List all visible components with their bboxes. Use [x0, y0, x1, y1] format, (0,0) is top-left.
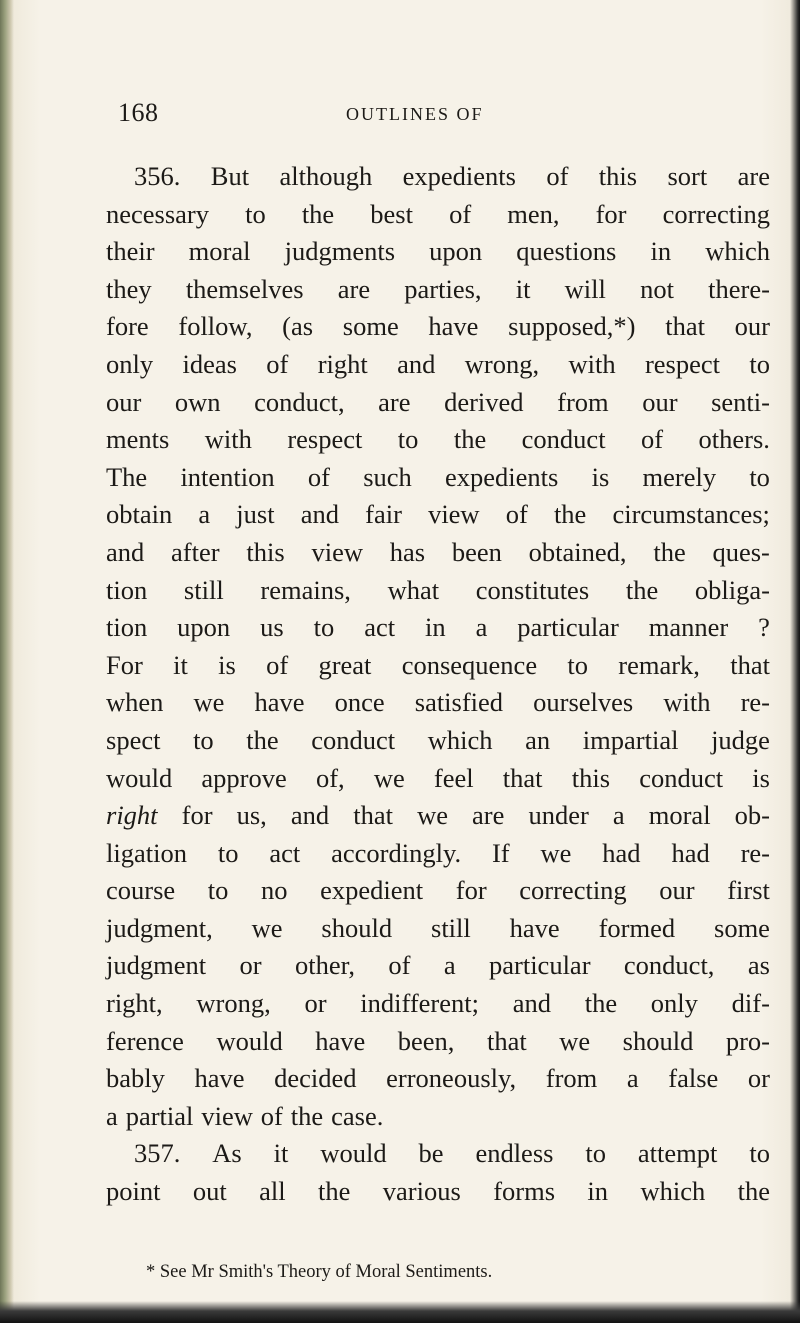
word: endless — [475, 1138, 554, 1169]
word: are — [337, 273, 371, 304]
word: we — [540, 837, 572, 868]
word: the — [553, 499, 587, 530]
word: erroneously, — [386, 1063, 517, 1094]
word: For — [106, 649, 143, 680]
word: themselves — [185, 273, 304, 304]
word: with — [204, 424, 252, 455]
text-line — [106, 158, 770, 196]
page-right-edge — [790, 0, 800, 1323]
word: of, — [315, 762, 345, 793]
word: partial — [125, 1100, 194, 1131]
word: that — [665, 311, 705, 342]
word: to — [749, 1138, 770, 1169]
word: the — [584, 988, 618, 1019]
word: the — [246, 724, 279, 755]
word: re- — [740, 687, 770, 718]
word: feel — [433, 762, 474, 793]
word: to — [749, 461, 770, 492]
word: this — [571, 762, 611, 793]
text-line — [106, 1135, 770, 1173]
text-line — [106, 271, 770, 309]
word: under — [528, 800, 589, 831]
word: As — [212, 1138, 242, 1169]
word: particular — [489, 950, 591, 981]
word: wrong, — [464, 348, 540, 379]
word: ments — [106, 424, 170, 455]
word: false — [668, 1063, 719, 1094]
word: correcting — [662, 198, 770, 229]
word: or — [747, 1063, 770, 1094]
word: case. — [331, 1100, 384, 1131]
word: sort — [667, 161, 708, 191]
word: manner — [648, 612, 729, 643]
word: a — [626, 1063, 639, 1094]
text-line — [106, 346, 770, 384]
word: constitutes — [475, 574, 590, 605]
word: a — [443, 950, 456, 981]
word: various — [382, 1176, 461, 1207]
word: to — [193, 724, 214, 755]
word: tion — [106, 612, 148, 643]
text-line — [106, 572, 770, 610]
word: their — [106, 236, 155, 267]
word: forms — [493, 1176, 556, 1207]
word: spect — [106, 724, 161, 755]
text-line — [106, 1060, 770, 1098]
text-line — [106, 910, 770, 948]
word: ? — [758, 612, 770, 643]
word: first — [727, 875, 770, 906]
word: when — [106, 687, 164, 718]
word: no — [261, 875, 288, 906]
text-line — [106, 1173, 770, 1211]
word: only — [106, 348, 154, 379]
text-line — [106, 797, 770, 835]
footnote: * See Mr Smith's Theory of Moral Sentiments. — [146, 1262, 493, 1282]
word: to — [397, 424, 419, 455]
word: ques- — [712, 536, 770, 567]
text-line — [106, 609, 770, 647]
word: has — [389, 536, 426, 567]
word: after — [171, 536, 220, 567]
word: act — [269, 837, 301, 868]
word: in — [650, 236, 672, 267]
word: conduct, — [623, 950, 715, 981]
word: a — [106, 1100, 118, 1131]
word: The — [106, 461, 148, 492]
word: judgment, — [106, 912, 213, 943]
word: and — [290, 800, 330, 831]
word: is — [218, 649, 236, 680]
word: that — [730, 649, 770, 680]
word: the — [653, 536, 686, 567]
word: dif- — [731, 988, 770, 1019]
word: have — [254, 687, 305, 718]
word: for — [181, 800, 213, 831]
word: moral — [648, 800, 711, 831]
word: necessary — [106, 198, 209, 229]
word: some — [714, 912, 770, 943]
text-line — [106, 196, 770, 234]
word: and — [397, 348, 436, 379]
word: best — [370, 198, 413, 229]
word: what — [387, 574, 440, 605]
word: conduct — [311, 724, 396, 755]
word: to — [245, 198, 266, 229]
word: the — [625, 574, 659, 605]
word: should — [622, 1025, 694, 1056]
word: out — [192, 1176, 227, 1207]
word: judge — [711, 724, 770, 755]
text-line — [106, 233, 770, 271]
word: attempt — [637, 1138, 718, 1169]
word: which — [705, 236, 770, 267]
text-line — [106, 947, 770, 985]
word: view — [428, 499, 480, 530]
word: the — [453, 424, 487, 455]
word: we — [251, 912, 283, 943]
word: right, — [106, 988, 163, 1019]
word: have — [509, 912, 560, 943]
word: it — [273, 1138, 289, 1169]
word: we — [559, 1025, 591, 1056]
word: moral — [188, 236, 251, 267]
word: But — [210, 161, 250, 191]
word: are — [737, 161, 770, 191]
word: bably — [106, 1063, 165, 1094]
word: the — [290, 1100, 324, 1131]
word: a — [475, 612, 488, 643]
word: of — [505, 499, 528, 530]
word: indifferent; — [360, 988, 479, 1019]
text-line — [106, 1023, 770, 1061]
text-line — [106, 384, 770, 422]
word: this — [598, 161, 638, 191]
word: satisfied — [414, 687, 504, 718]
word: our — [659, 875, 695, 906]
text-line — [106, 1098, 770, 1136]
word: for — [455, 875, 487, 906]
word: with — [568, 348, 616, 379]
word: and — [512, 988, 551, 1019]
word: to — [749, 348, 770, 379]
word: other, — [294, 950, 355, 981]
word: remark, — [618, 649, 700, 680]
word: fore — [106, 311, 149, 342]
word: we — [193, 687, 225, 718]
word: have — [194, 1063, 245, 1094]
word: with — [663, 687, 711, 718]
word: ideas — [182, 348, 237, 379]
word: supposed,*) — [508, 311, 636, 342]
word: from — [545, 1063, 598, 1094]
word: men, — [507, 198, 560, 229]
word: act — [364, 612, 396, 643]
word: are — [472, 800, 505, 831]
text-line — [106, 722, 770, 760]
word: our — [106, 386, 142, 417]
word: upon — [177, 612, 231, 643]
word: we — [373, 762, 405, 793]
word: right — [106, 800, 158, 831]
word: great — [318, 649, 372, 680]
word: tion — [106, 574, 148, 605]
word: just — [236, 499, 275, 530]
word: it — [173, 649, 188, 680]
word: of — [260, 1100, 283, 1131]
word: such — [363, 461, 412, 492]
word: the — [301, 198, 335, 229]
word: to — [207, 875, 229, 906]
page-bottom-edge — [0, 1301, 800, 1323]
word: be — [418, 1138, 444, 1169]
word: it — [515, 273, 531, 304]
body-text — [106, 158, 770, 1211]
word: an — [525, 724, 551, 755]
word: parties, — [404, 273, 482, 304]
word: 357. — [134, 1138, 181, 1169]
word: a — [612, 800, 625, 831]
word: not — [640, 273, 674, 304]
word: or — [239, 950, 262, 981]
word: formed — [598, 912, 676, 943]
word: our — [734, 311, 770, 342]
word: wrong, — [196, 988, 271, 1019]
word: consequence — [401, 649, 538, 680]
word: 356. — [134, 161, 181, 191]
word: upon — [429, 236, 483, 267]
word: ourselves — [533, 687, 634, 718]
word: course — [106, 875, 176, 906]
text-line — [106, 835, 770, 873]
page-number: 168 — [118, 98, 159, 127]
word: judgments — [284, 236, 396, 267]
word: still — [183, 574, 224, 605]
word: us, — [236, 800, 267, 831]
page-header — [118, 98, 718, 130]
text-line — [106, 459, 770, 497]
word: of — [307, 461, 330, 492]
word: ference — [106, 1025, 184, 1056]
word: particular — [517, 612, 619, 643]
word: from — [557, 386, 609, 417]
word: expedient — [320, 875, 424, 906]
text-line — [106, 760, 770, 798]
word: although — [279, 161, 373, 191]
word: conduct, — [254, 386, 345, 417]
running-head: OUTLINES OF — [346, 104, 484, 124]
word: pro- — [725, 1025, 770, 1056]
word: and — [106, 536, 145, 567]
word: of — [388, 950, 411, 981]
word: all — [259, 1176, 286, 1207]
word: should — [321, 912, 393, 943]
word: conduct — [521, 424, 606, 455]
word: of — [546, 161, 569, 191]
word: for — [595, 198, 627, 229]
word: of — [641, 424, 664, 455]
word: would — [320, 1138, 387, 1169]
word: obtained, — [528, 536, 627, 567]
word: of — [266, 649, 289, 680]
word: derived — [444, 386, 524, 417]
word: to — [567, 649, 588, 680]
text-line — [106, 421, 770, 459]
text-line — [106, 684, 770, 722]
word: judgment — [106, 950, 207, 981]
word: in — [425, 612, 446, 643]
word: of — [266, 348, 289, 379]
word: a — [198, 499, 211, 530]
word: expedients — [445, 461, 559, 492]
word: which — [427, 724, 493, 755]
word: expedients — [402, 161, 516, 191]
word: remains, — [260, 574, 351, 605]
word: circumstances; — [612, 499, 770, 530]
word: or — [304, 988, 327, 1019]
word: fair — [365, 499, 402, 530]
word: to — [217, 837, 239, 868]
word: follow, — [178, 311, 253, 342]
word: view — [201, 1100, 253, 1131]
word: been, — [397, 1025, 455, 1056]
word: decided — [274, 1063, 357, 1094]
word: would — [106, 762, 173, 793]
word: which — [640, 1176, 706, 1207]
word: is — [752, 762, 770, 793]
word: correcting — [519, 875, 627, 906]
word: have — [315, 1025, 366, 1056]
word: impartial — [582, 724, 679, 755]
word: they — [106, 273, 152, 304]
text-line — [106, 872, 770, 910]
word: still — [431, 912, 471, 943]
text-line — [106, 308, 770, 346]
word: to — [585, 1138, 606, 1169]
word: (as — [282, 311, 314, 342]
word: have — [428, 311, 479, 342]
word: had — [602, 837, 641, 868]
word: would — [216, 1025, 283, 1056]
word: once — [334, 687, 385, 718]
word: us — [260, 612, 284, 643]
word: senti- — [711, 386, 770, 417]
word: some — [342, 311, 399, 342]
word: view — [311, 536, 363, 567]
text-line — [106, 985, 770, 1023]
word: that — [486, 1025, 527, 1056]
text-line — [106, 647, 770, 685]
word: we — [417, 800, 448, 831]
word: right — [317, 348, 368, 379]
word: others. — [698, 424, 770, 455]
word: had — [671, 837, 710, 868]
word: there- — [708, 273, 770, 304]
word: own — [174, 386, 221, 417]
word: will — [564, 273, 606, 304]
word: this — [246, 536, 285, 567]
word: our — [642, 386, 678, 417]
word: of — [449, 198, 472, 229]
word: obliga- — [694, 574, 770, 605]
word: respect — [287, 424, 363, 455]
page-binding-edge — [0, 0, 14, 1323]
word: merely — [642, 461, 717, 492]
word: intention — [180, 461, 275, 492]
word: respect — [644, 348, 721, 379]
word: re- — [740, 837, 770, 868]
word: only — [650, 988, 698, 1019]
word: the — [318, 1176, 351, 1207]
word: If — [491, 837, 510, 868]
word: is — [591, 461, 610, 492]
word: point — [106, 1176, 161, 1207]
text-line — [106, 534, 770, 572]
word: questions — [516, 236, 617, 267]
text-line — [106, 496, 770, 534]
word: as — [747, 950, 770, 981]
word: ligation — [106, 837, 187, 868]
word: ob- — [734, 800, 770, 831]
word: and — [300, 499, 339, 530]
word: that — [502, 762, 543, 793]
word: conduct — [639, 762, 724, 793]
word: in — [587, 1176, 609, 1207]
word: been — [451, 536, 502, 567]
word: that — [353, 800, 393, 831]
word: approve — [201, 762, 287, 793]
word: obtain — [106, 499, 173, 530]
word: the — [737, 1176, 770, 1207]
word: accordingly. — [331, 837, 462, 868]
word: are — [378, 386, 411, 417]
word: to — [313, 612, 335, 643]
